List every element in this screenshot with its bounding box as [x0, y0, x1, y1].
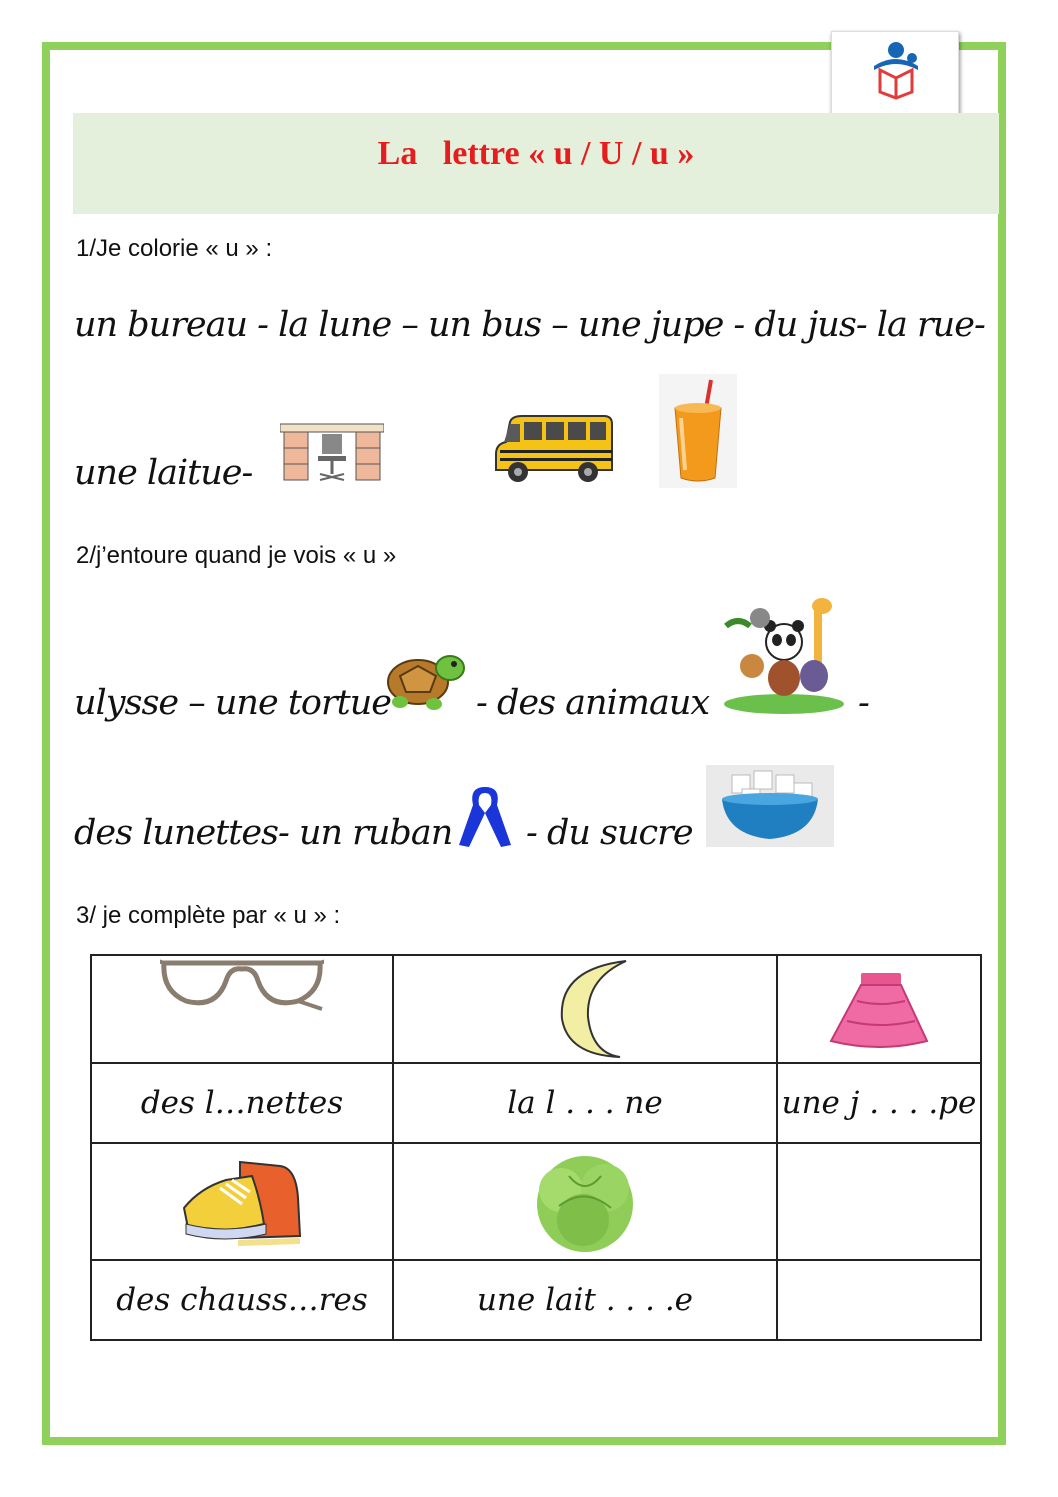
section2-line2-sugar: - du sucre	[526, 813, 693, 853]
moon-word: la l . . . ne	[507, 1085, 663, 1121]
table-row	[91, 955, 981, 1063]
section2-line2-start: des lunettes- un ruban	[74, 813, 453, 853]
section1-line1: un bureau - la lune – un bus – une jupe - du jus- la rue-	[74, 305, 985, 345]
sneakers-image-cell	[91, 1143, 393, 1260]
section1-instruction: 1/Je colorie « u » :	[76, 235, 273, 262]
moon-image-cell	[393, 955, 777, 1063]
skirt-image-cell	[777, 955, 981, 1063]
word-cell	[91, 1063, 393, 1143]
lettuce-word: une lait . . . .e	[476, 1282, 694, 1318]
word-cell	[777, 1063, 981, 1143]
sneakers-icon	[180, 1158, 304, 1246]
lettuce-image-cell	[393, 1143, 777, 1260]
section2-line1-animals: - des animaux	[476, 683, 710, 723]
empty-cell	[777, 1143, 981, 1260]
section2-instruction: 2/j’entoure quand je vois « u »	[76, 542, 397, 569]
table-row	[91, 1063, 981, 1143]
skirt-icon	[827, 967, 931, 1051]
juice-icon	[659, 374, 737, 488]
sugar-bowl-icon	[706, 765, 834, 847]
page-title: La lettre « u / U / u »	[377, 135, 695, 172]
ribbon-icon	[455, 783, 515, 849]
shoes-word: des chauss…res	[116, 1282, 368, 1318]
title-band	[73, 113, 999, 214]
turtle-icon	[386, 646, 466, 712]
section2-line1-dash: -	[858, 683, 869, 723]
word-cell	[393, 1063, 777, 1143]
lettuce-icon	[525, 1146, 645, 1258]
logo-icon	[864, 40, 928, 100]
moon-icon	[540, 957, 630, 1061]
completion-table	[90, 954, 982, 1341]
skirt-word: une j . . . .pe	[781, 1085, 977, 1121]
desk-icon	[280, 422, 384, 484]
glasses-image-cell	[91, 955, 393, 1063]
glasses-icon	[160, 957, 324, 1015]
empty-cell	[777, 1260, 981, 1340]
bus-icon	[492, 414, 614, 486]
table-row	[91, 1143, 981, 1260]
word-cell	[393, 1260, 777, 1340]
section1-line2: une laitue-	[74, 453, 253, 493]
section3-instruction: 3/ je complète par « u » :	[76, 902, 341, 929]
glasses-word: des l…nettes	[140, 1085, 344, 1121]
word-cell	[91, 1260, 393, 1340]
animals-icon	[722, 596, 846, 714]
section2-line1-start: ulysse – une tortue	[74, 683, 392, 723]
table-row	[91, 1260, 981, 1340]
